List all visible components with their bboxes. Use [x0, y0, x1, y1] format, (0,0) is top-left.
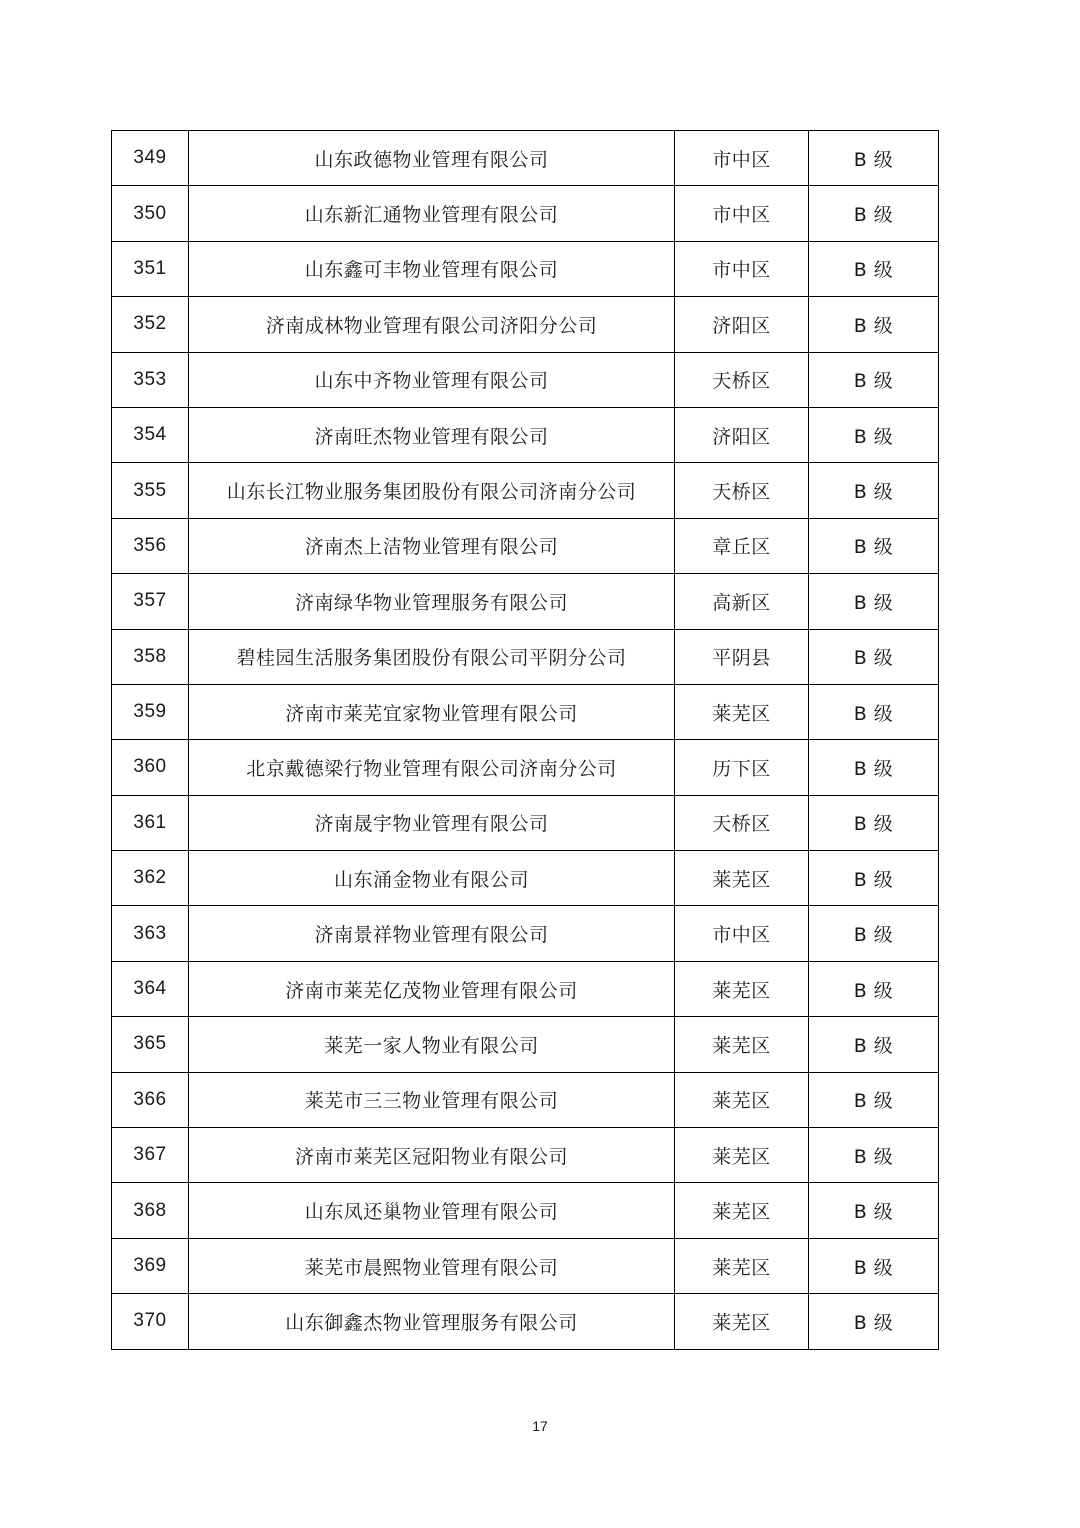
table-row [112, 574, 939, 629]
grade: B 级 [809, 463, 939, 518]
company-name: 济南市莱芜亿茂物业管理有限公司 [189, 961, 675, 1016]
table-row [112, 518, 939, 573]
row-number: 363 [112, 906, 189, 961]
grade: B 级 [809, 961, 939, 1016]
district: 历下区 [675, 740, 809, 795]
row-number: 351 [112, 241, 189, 296]
grade: B 级 [809, 241, 939, 296]
row-number: 355 [112, 463, 189, 518]
table-body [112, 131, 939, 1350]
company-name: 山东新汇通物业管理有限公司 [189, 186, 675, 241]
row-number: 362 [112, 851, 189, 906]
grade: B 级 [809, 131, 939, 186]
district: 市中区 [675, 906, 809, 961]
table-row [112, 1072, 939, 1127]
company-name: 山东中齐物业管理有限公司 [189, 352, 675, 407]
company-name: 济南杰上洁物业管理有限公司 [189, 518, 675, 573]
row-number: 352 [112, 297, 189, 352]
company-name: 莱芜市晨熙物业管理有限公司 [189, 1238, 675, 1293]
company-name: 山东涌金物业有限公司 [189, 851, 675, 906]
table-row [112, 684, 939, 739]
grade: B 级 [809, 1183, 939, 1238]
district: 市中区 [675, 186, 809, 241]
district: 济阳区 [675, 297, 809, 352]
district: 莱芜区 [675, 1183, 809, 1238]
grade: B 级 [809, 1238, 939, 1293]
table-row [112, 851, 939, 906]
district: 天桥区 [675, 795, 809, 850]
district: 市中区 [675, 131, 809, 186]
row-number: 349 [112, 131, 189, 186]
company-name: 山东凤还巢物业管理有限公司 [189, 1183, 675, 1238]
grade: B 级 [809, 407, 939, 462]
company-name: 山东鑫可丰物业管理有限公司 [189, 241, 675, 296]
company-name: 济南绿华物业管理服务有限公司 [189, 574, 675, 629]
grade: B 级 [809, 518, 939, 573]
table-row [112, 407, 939, 462]
company-name: 山东御鑫杰物业管理服务有限公司 [189, 1294, 675, 1349]
row-number: 370 [112, 1294, 189, 1349]
grade: B 级 [809, 574, 939, 629]
grade: B 级 [809, 352, 939, 407]
table-row [112, 297, 939, 352]
table-row [112, 352, 939, 407]
grade: B 级 [809, 684, 939, 739]
grade: B 级 [809, 795, 939, 850]
company-name: 济南市莱芜宜家物业管理有限公司 [189, 684, 675, 739]
district: 莱芜区 [675, 1072, 809, 1127]
table-row [112, 241, 939, 296]
row-number: 353 [112, 352, 189, 407]
district: 莱芜区 [675, 961, 809, 1016]
district: 莱芜区 [675, 1128, 809, 1183]
grade: B 级 [809, 186, 939, 241]
grade: B 级 [809, 740, 939, 795]
table-row [112, 1017, 939, 1072]
table-row [112, 1183, 939, 1238]
company-name: 山东政德物业管理有限公司 [189, 131, 675, 186]
table-row [112, 463, 939, 518]
grade: B 级 [809, 1294, 939, 1349]
row-number: 365 [112, 1017, 189, 1072]
grade: B 级 [809, 297, 939, 352]
table-row [112, 629, 939, 684]
table-row [112, 131, 939, 186]
district: 章丘区 [675, 518, 809, 573]
table-row [112, 906, 939, 961]
table-row [112, 1294, 939, 1349]
grade: B 级 [809, 906, 939, 961]
table-row [112, 795, 939, 850]
grade: B 级 [809, 1017, 939, 1072]
company-name: 北京戴德梁行物业管理有限公司济南分公司 [189, 740, 675, 795]
table-row [112, 1128, 939, 1183]
table-row [112, 186, 939, 241]
district: 平阴县 [675, 629, 809, 684]
row-number: 354 [112, 407, 189, 462]
table-row [112, 1238, 939, 1293]
district: 市中区 [675, 241, 809, 296]
table-row [112, 961, 939, 1016]
district: 高新区 [675, 574, 809, 629]
district: 莱芜区 [675, 1294, 809, 1349]
grade: B 级 [809, 629, 939, 684]
row-number: 364 [112, 961, 189, 1016]
row-number: 367 [112, 1128, 189, 1183]
company-name: 济南旺杰物业管理有限公司 [189, 407, 675, 462]
row-number: 358 [112, 629, 189, 684]
grade: B 级 [809, 1128, 939, 1183]
district: 天桥区 [675, 352, 809, 407]
row-number: 359 [112, 684, 189, 739]
row-number: 357 [112, 574, 189, 629]
district: 莱芜区 [675, 684, 809, 739]
page-number: 17 [532, 1418, 548, 1434]
district: 莱芜区 [675, 851, 809, 906]
district: 莱芜区 [675, 1017, 809, 1072]
table-row [112, 740, 939, 795]
row-number: 356 [112, 518, 189, 573]
company-name: 山东长江物业服务集团股份有限公司济南分公司 [189, 463, 675, 518]
district: 济阳区 [675, 407, 809, 462]
company-name: 莱芜一家人物业有限公司 [189, 1017, 675, 1072]
company-name: 济南市莱芜区冠阳物业有限公司 [189, 1128, 675, 1183]
grade: B 级 [809, 851, 939, 906]
company-name: 济南晟宇物业管理有限公司 [189, 795, 675, 850]
company-name: 莱芜市三三物业管理有限公司 [189, 1072, 675, 1127]
company-name: 碧桂园生活服务集团股份有限公司平阴分公司 [189, 629, 675, 684]
row-number: 360 [112, 740, 189, 795]
company-rating-table [111, 130, 939, 1350]
row-number: 366 [112, 1072, 189, 1127]
row-number: 369 [112, 1238, 189, 1293]
company-name: 济南成林物业管理有限公司济阳分公司 [189, 297, 675, 352]
company-name: 济南景祥物业管理有限公司 [189, 906, 675, 961]
row-number: 350 [112, 186, 189, 241]
row-number: 361 [112, 795, 189, 850]
district: 天桥区 [675, 463, 809, 518]
grade: B 级 [809, 1072, 939, 1127]
district: 莱芜区 [675, 1238, 809, 1293]
row-number: 368 [112, 1183, 189, 1238]
